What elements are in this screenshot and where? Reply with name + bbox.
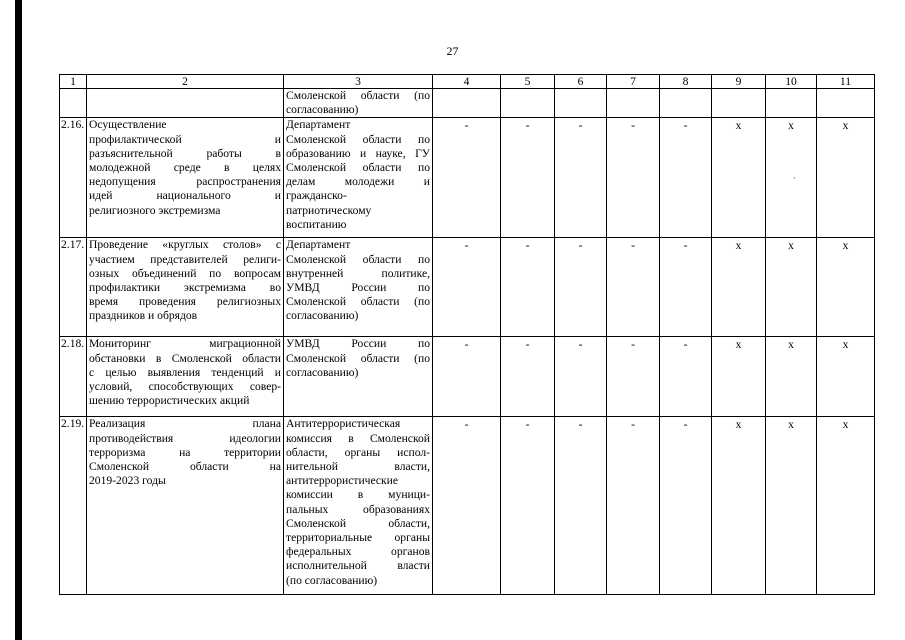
year-mark: - bbox=[501, 238, 555, 337]
year-mark: - bbox=[555, 238, 607, 337]
executor-line: согласованию) bbox=[286, 309, 359, 323]
year-mark: х bbox=[766, 337, 817, 417]
executor-cell bbox=[284, 118, 433, 238]
executor-cell bbox=[284, 89, 433, 118]
executor-line: воспитанию bbox=[286, 217, 347, 231]
column-header: 4 bbox=[433, 75, 501, 89]
scan-edge-bar bbox=[15, 0, 22, 640]
column-number-row bbox=[60, 75, 875, 89]
measure-description bbox=[87, 238, 284, 337]
year-mark: х bbox=[712, 337, 766, 417]
year-mark: х bbox=[766, 238, 817, 337]
executor-line: УМВД России по bbox=[286, 337, 430, 351]
description-line: условий, способствующих совер- bbox=[89, 380, 281, 394]
year-mark: - bbox=[501, 118, 555, 238]
executor-line: Антитеррористическая bbox=[286, 417, 401, 431]
year-mark: х bbox=[766, 118, 817, 238]
description-line: религиозного экстремизма bbox=[89, 203, 221, 217]
executor-cell bbox=[284, 337, 433, 417]
column-header: 6 bbox=[555, 75, 607, 89]
item-number: 2.16. bbox=[60, 118, 87, 238]
year-mark: х bbox=[712, 417, 766, 595]
year-mark: - bbox=[433, 337, 501, 417]
executor-cell bbox=[284, 238, 433, 337]
column-header: 10 bbox=[766, 75, 817, 89]
year-mark bbox=[555, 89, 607, 118]
executor-line: Смоленской области (по bbox=[286, 89, 430, 102]
year-mark: - bbox=[607, 417, 660, 595]
description-line: шению террористических акций bbox=[89, 394, 250, 408]
year-mark: х bbox=[712, 238, 766, 337]
item-number: 2.18. bbox=[60, 337, 87, 417]
executor-line: Смоленской области (по bbox=[286, 351, 430, 365]
table-row bbox=[60, 238, 875, 337]
description-line: Реализация плана bbox=[89, 417, 281, 431]
measure-description bbox=[87, 417, 284, 595]
table-row bbox=[60, 417, 875, 595]
executor-line: (по согласованию) bbox=[286, 573, 378, 587]
executor-cell bbox=[284, 417, 433, 595]
column-header: 5 bbox=[501, 75, 555, 89]
executor-line: Смоленской области по bbox=[286, 161, 430, 175]
page-number: 27 bbox=[446, 44, 459, 58]
executor-line: исполнительной власти bbox=[286, 559, 430, 573]
description-line: обстановки в Смоленской области bbox=[89, 351, 281, 365]
executor-line: согласованию) bbox=[286, 103, 359, 117]
stray-mark: · bbox=[793, 174, 796, 183]
year-mark bbox=[433, 89, 501, 118]
year-mark: х bbox=[766, 417, 817, 595]
year-mark bbox=[817, 89, 875, 118]
executor-line: Смоленской области по bbox=[286, 252, 430, 266]
description-line: Мониторинг миграционной bbox=[89, 337, 281, 351]
executor-line: комиссия в Смоленской bbox=[286, 431, 430, 445]
item-number: 2.19. bbox=[60, 417, 87, 595]
column-header: 3 bbox=[284, 75, 433, 89]
description-line: озных объединений по вопросам bbox=[89, 266, 281, 280]
plan-table bbox=[59, 74, 875, 595]
year-mark: - bbox=[433, 238, 501, 337]
table-row bbox=[60, 118, 875, 238]
description-line: Осуществление bbox=[89, 118, 167, 132]
executor-line: патриотическому bbox=[286, 203, 372, 217]
description-line: недопущения распространения bbox=[89, 175, 281, 189]
year-mark bbox=[660, 89, 712, 118]
executor-line: гражданско- bbox=[286, 189, 347, 203]
year-mark: х bbox=[817, 238, 875, 337]
description-line: разъяснительной работы в bbox=[89, 146, 281, 160]
table-row bbox=[60, 89, 875, 118]
year-mark: - bbox=[433, 118, 501, 238]
executor-line: области, органы испол- bbox=[286, 445, 430, 459]
year-mark: - bbox=[501, 417, 555, 595]
executor-line: комиссии в муници- bbox=[286, 488, 430, 502]
executor-line: пальных образованиях bbox=[286, 502, 430, 516]
description-line: Смоленской области на bbox=[89, 460, 281, 474]
year-mark: - bbox=[660, 337, 712, 417]
measure-description bbox=[87, 89, 284, 118]
executor-line: Смоленской области, bbox=[286, 516, 430, 530]
year-mark: - bbox=[555, 417, 607, 595]
description-line: время проведения религиозных bbox=[89, 295, 281, 309]
year-mark bbox=[712, 89, 766, 118]
year-mark: - bbox=[433, 417, 501, 595]
year-mark: - bbox=[501, 337, 555, 417]
column-header: 11 bbox=[817, 75, 875, 89]
item-number bbox=[60, 89, 87, 118]
description-line: Проведение «круглых столов» с bbox=[89, 238, 281, 252]
year-mark: - bbox=[555, 337, 607, 417]
year-mark: - bbox=[660, 118, 712, 238]
year-mark bbox=[766, 89, 817, 118]
description-line: профилактической и bbox=[89, 132, 281, 146]
item-number: 2.17. bbox=[60, 238, 87, 337]
year-mark: х bbox=[817, 118, 875, 238]
year-mark: - bbox=[607, 238, 660, 337]
description-line: участием представителей религи- bbox=[89, 252, 281, 266]
table-row bbox=[60, 337, 875, 417]
year-mark: - bbox=[607, 118, 660, 238]
year-mark: - bbox=[660, 238, 712, 337]
year-mark bbox=[607, 89, 660, 118]
column-header: 9 bbox=[712, 75, 766, 89]
measure-description bbox=[87, 118, 284, 238]
year-mark: х bbox=[817, 337, 875, 417]
description-line: идей национального и bbox=[89, 189, 281, 203]
description-line: молодежной среде в целях bbox=[89, 161, 281, 175]
description-line: противодействия идеологии bbox=[89, 431, 281, 445]
column-header: 7 bbox=[607, 75, 660, 89]
measure-description bbox=[87, 337, 284, 417]
column-header: 2 bbox=[87, 75, 284, 89]
executor-line: согласованию) bbox=[286, 365, 359, 379]
description-line: праздников и обрядов bbox=[89, 309, 198, 323]
executor-line: Департамент bbox=[286, 238, 351, 252]
description-line: с целью выявления тенденций и bbox=[89, 365, 281, 379]
year-mark: - bbox=[555, 118, 607, 238]
executor-line: Департамент bbox=[286, 118, 351, 132]
description-line: профилактики экстремизма во bbox=[89, 281, 281, 295]
executor-line: образованию и науке, ГУ bbox=[286, 146, 430, 160]
executor-line: нительной власти, bbox=[286, 460, 430, 474]
column-header: 1 bbox=[60, 75, 87, 89]
year-mark: - bbox=[607, 337, 660, 417]
year-mark: - bbox=[660, 417, 712, 595]
executor-line: делам молодежи и bbox=[286, 175, 430, 189]
year-mark: х bbox=[817, 417, 875, 595]
description-line: 2019-2023 годы bbox=[89, 474, 166, 488]
executor-line: территориальные органы bbox=[286, 531, 430, 545]
executor-line: Смоленской области (по bbox=[286, 295, 430, 309]
executor-line: федеральных органов bbox=[286, 545, 430, 559]
executor-line: внутренней политике, bbox=[286, 266, 430, 280]
description-line: терроризма на территории bbox=[89, 445, 281, 459]
executor-line: антитеррористические bbox=[286, 474, 399, 488]
executor-line: Смоленской области по bbox=[286, 132, 430, 146]
year-mark bbox=[501, 89, 555, 118]
column-header: 8 bbox=[660, 75, 712, 89]
year-mark: х bbox=[712, 118, 766, 238]
executor-line: УМВД России по bbox=[286, 281, 430, 295]
